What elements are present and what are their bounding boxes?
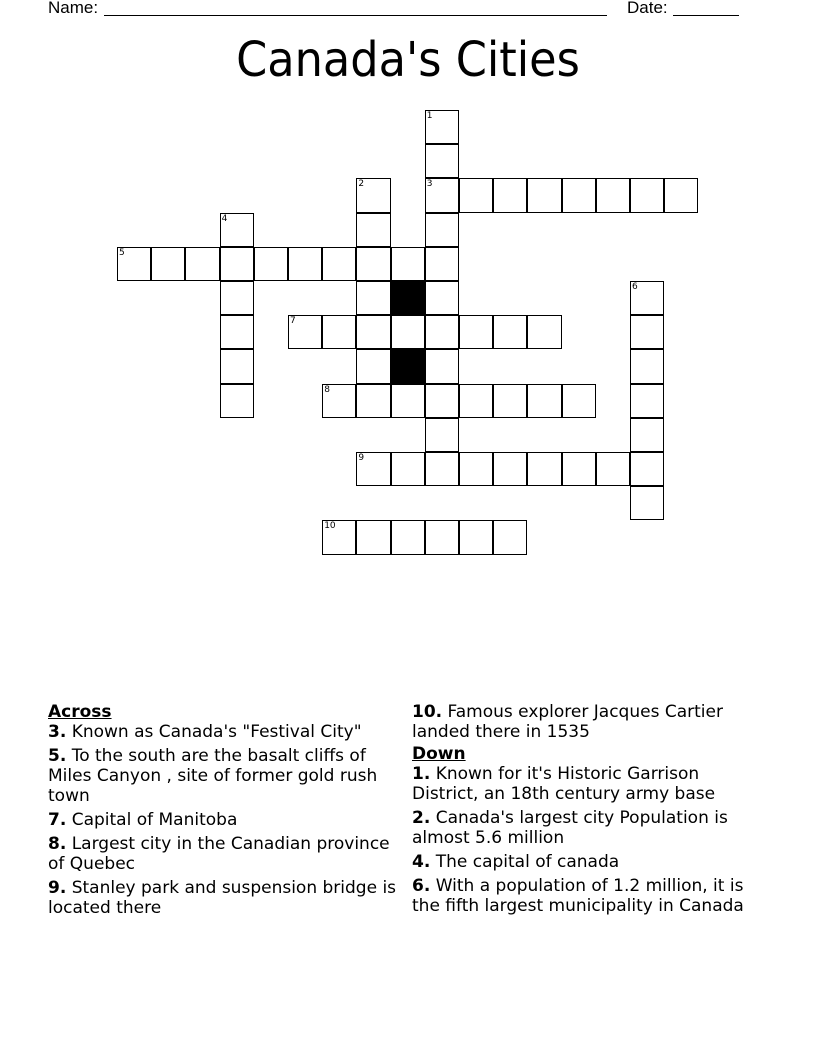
grid-cell[interactable] <box>356 315 390 349</box>
clue-number-label: 3 <box>426 179 433 190</box>
clue-number-label: 6 <box>632 282 638 292</box>
grid-cell[interactable] <box>425 247 459 281</box>
clue-across-8 <box>48 834 398 874</box>
grid-cell[interactable] <box>562 178 596 212</box>
grid-cell[interactable] <box>596 452 630 486</box>
grid-cell[interactable] <box>493 520 527 554</box>
grid-cell[interactable] <box>425 315 459 349</box>
grid-cell[interactable] <box>356 213 390 247</box>
grid-cell[interactable] <box>527 315 561 349</box>
grid-cell[interactable] <box>630 349 664 383</box>
clue-number: 7. <box>48 810 67 830</box>
clue-number-label: 8 <box>324 384 330 395</box>
grid-cell[interactable] <box>664 178 698 212</box>
grid-cell[interactable] <box>630 384 664 418</box>
grid-cell[interactable] <box>356 281 390 315</box>
clue-number: 3. <box>48 722 67 742</box>
clue-number-label: 4 <box>221 213 228 224</box>
grid-cell[interactable] <box>220 384 254 418</box>
grid-cell[interactable] <box>322 247 356 281</box>
clue-down-6 <box>412 876 762 916</box>
grid-cell[interactable] <box>356 349 390 383</box>
grid-cell[interactable] <box>391 452 425 486</box>
grid-cell[interactable] <box>425 384 459 418</box>
clue-across-7 <box>48 810 398 830</box>
grid-cell[interactable] <box>220 315 254 349</box>
clue-number-label: 7 <box>290 316 296 327</box>
grid-cell-black <box>391 349 425 383</box>
grid-cell[interactable] <box>459 520 493 554</box>
clue-text: To the south are the basalt cliffs of Miles Canyon , site of former gold rush town <box>48 746 378 806</box>
grid-cell[interactable] <box>459 384 493 418</box>
grid-cell[interactable] <box>425 418 459 452</box>
grid-cell[interactable] <box>630 452 664 486</box>
clue-text: Largest city in the Canadian province of Quebec <box>48 834 390 874</box>
grid-cell[interactable] <box>630 418 664 452</box>
clue-number-label: 10 <box>324 521 336 532</box>
grid-cell[interactable] <box>356 178 390 212</box>
clue-number: 6. <box>412 876 431 896</box>
page-title: Canada's Cities <box>236 32 580 88</box>
grid-cell[interactable] <box>425 144 459 178</box>
grid-cell[interactable] <box>391 520 425 554</box>
grid-cell[interactable] <box>185 247 219 281</box>
grid-cell[interactable] <box>630 281 664 315</box>
grid-cell-black <box>391 281 425 315</box>
grid-cell[interactable] <box>425 281 459 315</box>
grid-cell[interactable] <box>425 520 459 554</box>
grid-cell[interactable] <box>220 281 254 315</box>
grid-cell[interactable] <box>425 178 459 212</box>
grid-cell[interactable] <box>493 178 527 212</box>
clue-number: 2. <box>412 808 431 828</box>
clue-text: The capital of canada <box>430 852 620 872</box>
grid-cell[interactable] <box>493 384 527 418</box>
clue-text: Known as Canada's "Festival City" <box>66 722 362 742</box>
clue-across-5 <box>48 746 398 806</box>
clue-number-label: 2 <box>358 179 365 190</box>
clue-text: Capital of Manitoba <box>66 810 238 830</box>
grid-cell[interactable] <box>391 384 425 418</box>
grid-cell[interactable] <box>322 520 356 554</box>
grid-cell[interactable] <box>562 452 596 486</box>
clue-text: With a population of 1.2 million, it is the fifth largest municipality in Canada <box>412 876 744 916</box>
grid-cell[interactable] <box>493 315 527 349</box>
clue-number-label: 5 <box>119 247 125 258</box>
grid-cell[interactable] <box>220 247 254 281</box>
grid-cell[interactable] <box>356 520 390 554</box>
clue-across-9 <box>48 878 398 918</box>
clue-text: Canada's largest city Population is almost 5.6 million <box>412 808 728 848</box>
across-heading: Across <box>48 702 112 722</box>
grid-cell[interactable] <box>596 178 630 212</box>
clue-down-2 <box>412 808 762 848</box>
grid-cell[interactable] <box>425 110 459 144</box>
grid-cell[interactable] <box>527 178 561 212</box>
grid-cell[interactable] <box>527 384 561 418</box>
clue-number: 9. <box>48 878 67 898</box>
grid-cell[interactable] <box>220 349 254 383</box>
grid-cell[interactable] <box>562 384 596 418</box>
grid-cell[interactable] <box>220 213 254 247</box>
clue-number: 1. <box>412 764 431 784</box>
grid-cell[interactable] <box>493 452 527 486</box>
clue-number: 10. <box>412 702 443 722</box>
grid-cell[interactable] <box>630 486 664 520</box>
clue-text: Known for it's Historic Garrison District, an 18th century army base <box>412 764 716 804</box>
grid-cell[interactable] <box>391 315 425 349</box>
grid-cell[interactable] <box>425 213 459 247</box>
grid-cell[interactable] <box>630 178 664 212</box>
clue-across-3 <box>48 722 398 742</box>
grid-cell[interactable] <box>322 384 356 418</box>
grid-cell[interactable] <box>117 247 151 281</box>
clue-number: 5. <box>48 746 67 766</box>
grid-cell[interactable] <box>254 247 288 281</box>
grid-cell[interactable] <box>391 247 425 281</box>
grid-cell[interactable] <box>527 452 561 486</box>
grid-cell[interactable] <box>356 384 390 418</box>
clues-right-column <box>412 702 762 920</box>
grid-cell[interactable] <box>425 452 459 486</box>
grid-cell[interactable] <box>630 315 664 349</box>
grid-cell[interactable] <box>288 315 322 349</box>
down-heading: Down <box>412 744 466 764</box>
clue-text: Stanley park and suspension bridge is located there <box>48 878 397 918</box>
grid-cell[interactable] <box>459 178 493 212</box>
clue-number: 8. <box>48 834 67 854</box>
date-label: Date: <box>627 0 668 17</box>
name-label: Name: <box>48 0 99 17</box>
grid-cell[interactable] <box>459 315 493 349</box>
grid-cell[interactable] <box>356 452 390 486</box>
grid-cell[interactable] <box>356 247 390 281</box>
clue-down-1 <box>412 764 762 804</box>
clue-number-label: 9 <box>358 453 365 463</box>
clue-down-4 <box>412 852 762 872</box>
grid-cell[interactable] <box>151 247 185 281</box>
clue-across-10 <box>412 702 762 742</box>
clue-number-label: 1 <box>426 111 433 121</box>
clue-number: 4. <box>412 852 431 872</box>
clue-text: Famous explorer Jacques Cartier landed there in 1535 <box>412 702 723 742</box>
grid-cell[interactable] <box>425 349 459 383</box>
clues-left-column <box>48 702 398 922</box>
grid-cell[interactable] <box>288 247 322 281</box>
grid-cell[interactable] <box>322 315 356 349</box>
grid-cell[interactable] <box>459 452 493 486</box>
